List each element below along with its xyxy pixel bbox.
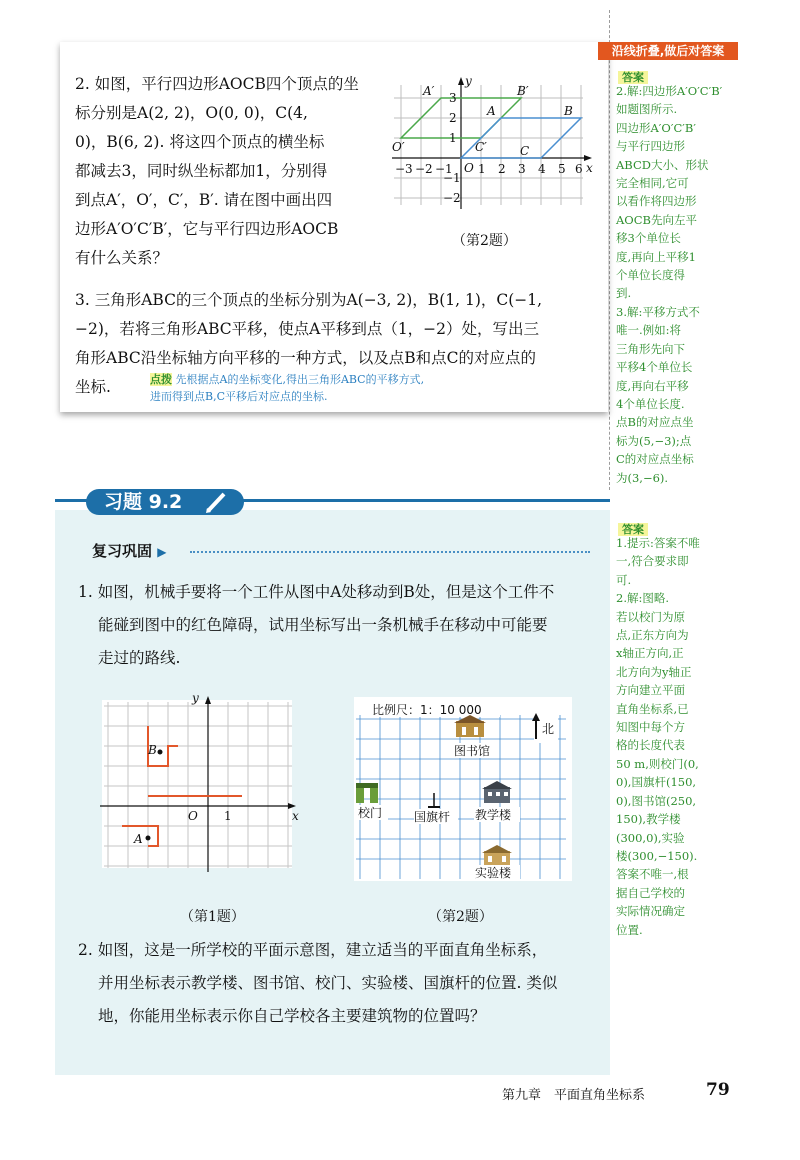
answer-line: 移3个单位长 (616, 231, 681, 246)
review-title: 复习巩固 (92, 542, 153, 560)
point-B-label: B (148, 743, 157, 757)
page-number: 79 (706, 1080, 730, 1100)
point-label: A′ (423, 84, 435, 98)
answer-line: 唯一.例如:将 (616, 323, 682, 338)
answers-top (616, 82, 744, 487)
x-tick: 2 (498, 162, 506, 176)
x-tick: −2 (415, 162, 433, 176)
question-2 (78, 934, 608, 1033)
question-1 (78, 576, 608, 675)
hint-line: 进而得到点B,C平移后对应点的坐标. (150, 390, 328, 403)
answer-line: 平移4个单位长 (616, 360, 693, 375)
question-1-line: 能碰到图中的红色障碍，试用坐标写出一条机械手在移动中可能要 (98, 616, 548, 634)
problem-2-line: 边形A′O′C′B′，它与平行四边形AOCB (75, 220, 339, 238)
problem-3-line: −2)，若将三角形ABC平移，使点A平移到点（1，−2）处，写出三 (75, 320, 540, 338)
point-labels (392, 84, 573, 158)
question-2-line: 2. 如图，这是一所学校的平面示意图，建立适当的平面直角坐标系， (78, 941, 548, 959)
answer-line: 答案不唯一,根 (616, 867, 689, 882)
figure-question-1 (92, 688, 312, 878)
answer-line: 若以校门为原 (616, 609, 685, 624)
x-tick: 1 (478, 162, 486, 176)
x-tick: −3 (395, 162, 413, 176)
fold-banner: 沿线折叠,做后对答案 (598, 42, 738, 60)
flagpole-label: 国旗杆 (414, 810, 451, 824)
answer-line: 0),图书馆(250, (616, 793, 697, 808)
point-label: C′ (475, 140, 487, 154)
point-A-label: A (134, 832, 143, 846)
answer-line: 一,符合要求即 (616, 554, 689, 569)
lab-label: 实验楼 (475, 866, 512, 880)
answer-line: 以看作将四边形 (616, 194, 697, 209)
figure-caption: （第2题） (428, 909, 493, 925)
point-label: O′ (392, 140, 405, 154)
hint-line: 先根据点A的坐标变化,得出三角形ABC的平移方式, (175, 373, 425, 386)
point-label: A (487, 104, 496, 118)
x-tick: 4 (538, 162, 546, 176)
answer-line: 实际情况确定 (616, 904, 685, 919)
answer-line: 三角形先向下 (616, 341, 685, 356)
answer-line: 标为(5,−3);点 (616, 433, 692, 448)
question-2-line: 并用坐标表示教学楼、图书馆、校门、实验楼、国旗杆的位置. 类似 (98, 974, 558, 992)
answer-line: 与平行四边形 (616, 139, 685, 154)
x-tick: 3 (518, 162, 526, 176)
problem-3-line: 3. 三角形ABC的三个顶点的坐标分别为A(−3, 2)，B(1, 1)，C(−1, (75, 291, 543, 309)
answer-line: 完全相同,它可 (616, 176, 689, 191)
problem-2-line: 标分别是A(2, 2)，O(0, 0)，C(4, (75, 104, 308, 122)
answer-line: x轴正方向,正 (616, 646, 684, 661)
answer-line: 楼(300,−150). (616, 848, 698, 863)
point-B (158, 750, 163, 755)
answer-line: 点B的对应点坐 (616, 415, 694, 430)
problem-2-line: 2. 如图，平行四边形AOCB四个顶点的坐 (75, 75, 359, 93)
answer-line: 据自己学校的 (616, 885, 685, 900)
answer-line: 1.提示:答案不唯 (616, 536, 700, 550)
answer-line: 直角坐标系,已 (616, 701, 689, 716)
y-axis-arrow (458, 77, 464, 85)
scale-label: 比例尺：1：10 000 (372, 703, 482, 717)
answer-line: AOCB先向左平 (616, 212, 697, 227)
answer-line: 点,正东方向为 (616, 628, 689, 643)
answer-line: 150),教学楼 (616, 812, 681, 827)
answer-line: 位置. (616, 922, 643, 937)
answer-line: 0),国旗杆(150, (616, 775, 697, 790)
question-2-line: 地，你能用坐标表示你自己学校各主要建筑物的位置吗？ (98, 1007, 486, 1025)
point-label: B′ (517, 84, 529, 98)
x-axis-label: x (586, 161, 593, 175)
tick-1: 1 (224, 809, 232, 823)
fold-line (609, 10, 610, 490)
answer-line: 知图中每个方 (616, 720, 685, 735)
y-axis-label: y (192, 691, 199, 705)
problem-2-line: 到点A′，O′，C′，B′. 请在图中画出四 (75, 191, 333, 209)
problem-2-line: 有什么关系？ (75, 249, 169, 267)
figure-question-2 (350, 695, 575, 885)
answer-label-text: 答案 (618, 523, 648, 536)
answer-line: 2.解:四边形A′O′C′B′ (616, 84, 723, 98)
answer-line: 个单位长度得 (616, 268, 685, 283)
answer-line: 可. (616, 572, 632, 587)
answer-line: 度,再向上平移1 (616, 249, 696, 264)
question-1-line: 1. 如图，机械手要将一个工件从图中A处移动到B处，但是这个工件不 (78, 583, 555, 601)
y-tick: −1 (443, 171, 461, 185)
chapter-footer: 第九章 平面直角坐标系 (502, 1088, 646, 1103)
figure-caption: （第2题） (452, 233, 517, 249)
point-label: C (520, 144, 530, 158)
review-heading (92, 540, 166, 561)
answer-line: 四边形A′O′C′B′ (616, 120, 696, 135)
answer-line: (300,0),实验 (616, 830, 685, 845)
y-tick: −2 (443, 191, 461, 205)
problem-2-line: 0)，B(6, 2). 将这四个顶点的横坐标 (75, 133, 325, 151)
y-tick: 3 (449, 91, 457, 105)
x-tick: 6 (575, 162, 583, 176)
figure-problem-2 (388, 75, 598, 215)
problem-2 (75, 70, 395, 273)
exercise-title-badge (86, 489, 244, 515)
answer-line: 到. (616, 286, 632, 301)
answer-line: 为(3,−6). (616, 470, 669, 485)
answer-line: C的对应点坐标 (616, 452, 694, 467)
figure-caption: （第1题） (180, 909, 245, 925)
origin-label: O (464, 161, 474, 175)
y-tick: 1 (449, 131, 457, 145)
answer-line: 如题图所示. (616, 102, 678, 117)
dotted-leader (190, 551, 590, 553)
answer-line: 方向建立平面 (616, 683, 685, 698)
north-label: 北 (542, 722, 555, 736)
answers-bottom (616, 534, 744, 939)
library-label: 图书馆 (454, 744, 491, 758)
answer-line: 3.解:平移方式不 (616, 304, 700, 319)
answer-label-text: 答案 (618, 71, 648, 84)
origin-label: O (188, 809, 198, 823)
exercise-title: 习题 9.2 (104, 491, 183, 513)
x-axis-label: x (292, 809, 299, 823)
answer-line: 4个单位长度. (616, 396, 685, 411)
problem-2-line: 都减去3，同时纵坐标都加1，分别得 (75, 162, 328, 180)
point-label: B (564, 104, 573, 118)
answer-line: 50 m,则校门(0, (616, 756, 699, 771)
answer-line: 北方向为y轴正 (616, 664, 692, 679)
x-tick: −1 (435, 162, 453, 176)
y-axis-label: y (465, 75, 472, 88)
question-1-line: 走过的路线. (98, 649, 181, 667)
answer-line: 2.解:图略. (616, 591, 670, 606)
point-A (146, 836, 151, 841)
teaching-label: 教学楼 (475, 808, 512, 822)
problem-3-line: 坐标. (75, 378, 111, 396)
hint-box (150, 371, 520, 405)
hint-label: 点拨 (150, 373, 172, 386)
answer-line: 度,再向右平移 (616, 378, 689, 393)
y-tick: 2 (449, 111, 457, 125)
play-arrow-icon: ▶ (157, 545, 167, 559)
x-tick: 5 (558, 162, 566, 176)
problem-3-line: 角形ABC沿坐标轴方向平移的一种方式，以及点B和点C的对应点的 (75, 349, 536, 367)
answer-line: ABCD大小、形状 (616, 157, 709, 172)
gate-label: 校门 (358, 806, 383, 820)
pencil-icon (204, 491, 230, 513)
north-arrow-icon (532, 713, 558, 743)
answer-line: 格的长度代表 (616, 738, 685, 753)
